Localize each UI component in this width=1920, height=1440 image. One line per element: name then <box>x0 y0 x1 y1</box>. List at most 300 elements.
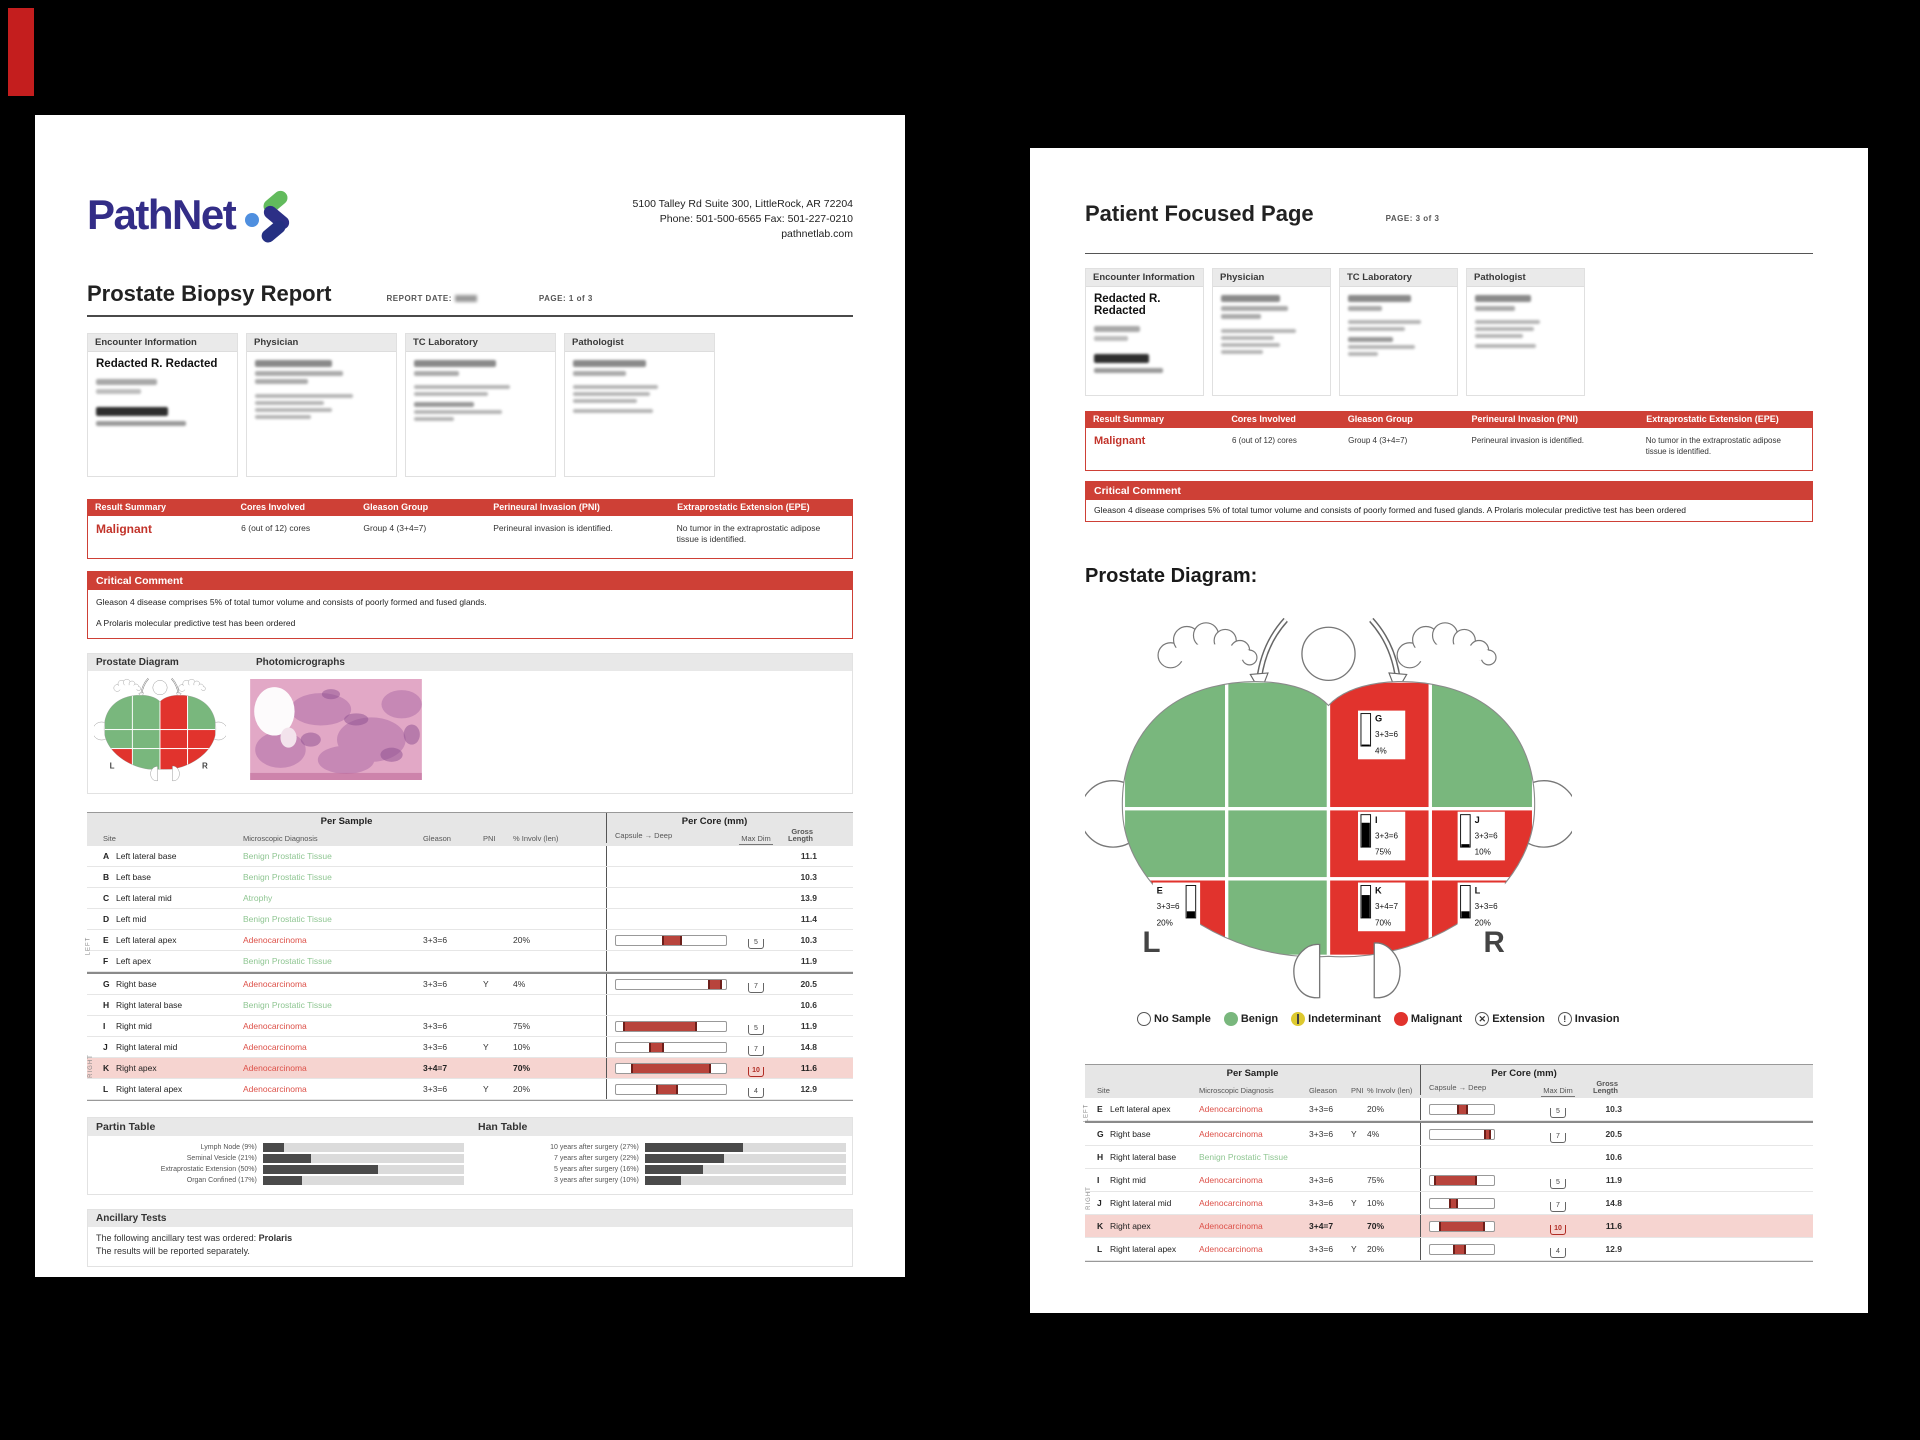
site-cell: L Right lateral apex <box>1097 1244 1177 1255</box>
diagnosis-cell: Benign Prostatic Tissue <box>243 872 332 882</box>
max-dim-label: Max Dim <box>741 834 771 843</box>
risk-bar-track <box>645 1165 846 1174</box>
panel-title: Prostate Diagram <box>96 657 179 668</box>
result-value: No tumor in the extraprostatic adipose tissue is identified. <box>676 523 821 544</box>
redacted-line <box>573 360 646 367</box>
max-dim-cell <box>1540 1171 1576 1189</box>
result-summary-header-cell: Perineural Invasion (PNI) <box>1471 414 1579 424</box>
capsule-deep-bar <box>615 1063 727 1074</box>
capsule-deep-segment <box>1453 1245 1466 1254</box>
column-label <box>1576 1080 1626 1095</box>
patient-name: Redacted R. Redacted <box>96 358 218 370</box>
result-summary-header <box>1085 411 1813 428</box>
diagram-legend <box>1137 1012 1813 1026</box>
involvement-cell: 75% <box>1367 1175 1385 1186</box>
capsule-deep-cell <box>606 951 736 971</box>
site-cell: E Left lateral apex <box>1097 1104 1171 1115</box>
capsule-deep-bar <box>1429 1175 1495 1186</box>
ancillary-title: Ancillary Tests <box>88 1210 852 1227</box>
benign-icon <box>1224 1012 1238 1026</box>
max-dim-cell <box>1540 1240 1576 1258</box>
diagram-sample-label <box>1153 883 1200 932</box>
max-dim-cell <box>736 931 776 949</box>
capsule-deep-bar <box>615 979 727 990</box>
report-date: REPORT DATE: <box>387 294 477 303</box>
info-card-pathologist <box>564 333 715 477</box>
gross-length-cell: 11.6 <box>1605 1221 1622 1232</box>
redacted-line <box>1348 337 1393 342</box>
table-row <box>87 995 853 1016</box>
lab-address <box>633 193 853 243</box>
risk-bar-row <box>94 1154 464 1163</box>
capsule-deep-cell <box>606 888 736 908</box>
critical-comment-body: Gleason 4 disease comprises 5% of total tumor volume and consists of poorly formed and fused glands. A Prolaris molecular predictive test has been ordered <box>1094 505 1687 515</box>
column-label <box>736 834 776 843</box>
info-card-pathologist <box>1466 268 1585 396</box>
result-status: Malignant <box>1094 435 1146 447</box>
info-card-encounter-information <box>1085 268 1204 396</box>
redacted-line <box>414 360 496 367</box>
site-cell: J Right lateral mid <box>1097 1198 1172 1209</box>
svg-text:J: J <box>1474 814 1480 825</box>
risk-bar-fill <box>645 1176 681 1185</box>
pni-cell: Y <box>483 1084 489 1094</box>
capsule-deep-bar <box>615 1084 727 1095</box>
capsule-deep-cell <box>1420 1169 1540 1191</box>
left-marker: L <box>109 761 115 771</box>
redacted-line <box>255 401 324 405</box>
risk-bar-track <box>263 1176 464 1185</box>
title-row <box>1085 201 1813 227</box>
result-summary-table <box>87 499 853 559</box>
column-label: Capsule → Deep <box>606 828 736 843</box>
gross-length-cell: 14.8 <box>800 1042 817 1052</box>
result-summary-header-cell: Extraprostatic Extension (EPE) <box>1646 414 1779 424</box>
prostate-diagram-large <box>1085 611 1813 1002</box>
result-summary-header-cell: Result Summary <box>1093 414 1165 424</box>
redacted-line <box>414 371 459 376</box>
redacted-line <box>96 407 168 416</box>
gross-length-cell: 11.9 <box>800 1021 817 1031</box>
diagnosis-cell: Adenocarcinoma <box>1199 1221 1263 1232</box>
redacted-line <box>414 392 488 396</box>
result-summary-header-cell: Gleason Group <box>1347 414 1413 424</box>
capsule-deep-cell <box>1420 1238 1540 1260</box>
gross-length-cell: 10.3 <box>1605 1104 1622 1115</box>
diagnosis-cell: Adenocarcinoma <box>1199 1104 1263 1115</box>
max-dim-icon: 7 <box>748 1046 764 1056</box>
capsule-deep-segment <box>656 1085 678 1094</box>
risk-bar-label: 10 years after surgery (27%) <box>550 1144 639 1151</box>
risk-bar-track <box>645 1154 846 1163</box>
max-dim-icon: 4 <box>748 1088 764 1098</box>
redacted-line <box>1221 306 1288 311</box>
column-label: Microscopic Diagnosis <box>243 834 318 843</box>
result-value: Group 4 (3+4=7) <box>1348 436 1408 445</box>
partin-title: Partin Table <box>96 1121 156 1133</box>
involvement-cell: 75% <box>513 1021 531 1031</box>
diagram-sample-label <box>1358 812 1405 861</box>
svg-text:3+3=6: 3+3=6 <box>1374 831 1399 841</box>
logo-text: PathNet <box>87 191 236 238</box>
indeterminant-line <box>1297 1014 1299 1024</box>
max-dim-icon: 5 <box>1550 1179 1566 1189</box>
max-dim-icon: 10 <box>748 1067 764 1077</box>
right-marker: R <box>202 761 208 771</box>
redacted-line <box>255 379 308 384</box>
table-row <box>87 909 853 930</box>
partin-chart <box>88 1141 470 1187</box>
svg-text:K: K <box>1374 885 1382 896</box>
gross-length-cell: 10.3 <box>800 872 817 882</box>
redacted-line <box>1094 368 1163 373</box>
table-row <box>1085 1238 1813 1261</box>
site-cell: K Right apex <box>103 1063 157 1073</box>
risk-bar-row <box>94 1176 464 1185</box>
page-title: Patient Focused Page <box>1085 201 1314 226</box>
capsule-deep-bar <box>1429 1129 1495 1140</box>
risk-bar-fill <box>645 1143 743 1152</box>
svg-text:75%: 75% <box>1374 847 1392 857</box>
panel-header <box>88 654 852 671</box>
critical-comment-title: Critical Comment <box>1086 482 1812 500</box>
risk-bar-fill <box>263 1165 379 1174</box>
recording-indicator <box>8 8 34 96</box>
redacted-line <box>1221 343 1280 347</box>
diagnosis-cell: Adenocarcinoma <box>243 1084 307 1094</box>
max-dim-cell <box>736 1080 776 1098</box>
max-dim-icon: 5 <box>1550 1108 1566 1118</box>
risk-bar-fill <box>263 1143 284 1152</box>
max-dim-cell <box>1540 1100 1576 1118</box>
max-dim-icon: 5 <box>748 1025 764 1035</box>
capsule-deep-segment <box>649 1043 664 1052</box>
gross-length-cell: 11.4 <box>800 914 817 924</box>
table-group-header <box>87 813 853 828</box>
column-label <box>1540 1086 1576 1095</box>
per-sample-header: Per Sample <box>320 816 373 827</box>
diagram-cell <box>160 730 188 749</box>
gross-length-cell: 11.1 <box>800 851 817 861</box>
site-cell: G Right base <box>103 979 157 989</box>
info-card-body <box>247 352 396 476</box>
indeterminant-icon <box>1291 1012 1305 1026</box>
redacted-line <box>1348 295 1411 302</box>
gross-length-cell: 10.6 <box>800 1000 817 1010</box>
site-cell: G Right base <box>1097 1129 1151 1140</box>
result-value: 6 (out of 12) cores <box>241 523 311 533</box>
column-label: Gleason <box>1309 1086 1337 1096</box>
result-summary-values <box>1085 428 1813 471</box>
risk-bar-row <box>94 1143 464 1152</box>
svg-text:70%: 70% <box>1374 918 1392 928</box>
gross-length-label: Gross Length <box>1593 1079 1618 1096</box>
diagnosis-cell: Adenocarcinoma <box>243 979 307 989</box>
no-sample-icon <box>1137 1012 1151 1026</box>
han-chart <box>470 1141 852 1187</box>
svg-text:3+3=6: 3+3=6 <box>1374 730 1399 740</box>
info-card-title: Encounter Information <box>1086 269 1203 287</box>
partin-han-panel <box>87 1117 853 1195</box>
diagram-cell <box>1227 681 1329 809</box>
ancillary-line: The results will be reported separately. <box>96 1246 250 1256</box>
site-cell: H Right lateral base <box>103 1000 183 1010</box>
table-row <box>87 867 853 888</box>
site-cell: H Right lateral base <box>1097 1152 1177 1163</box>
involvement-cell: 70% <box>1367 1221 1385 1232</box>
risk-bar-track <box>645 1143 846 1152</box>
info-cards-row <box>1085 268 1585 396</box>
capsule-deep-segment <box>631 1064 710 1073</box>
result-summary-header <box>87 499 853 516</box>
svg-text:20%: 20% <box>1474 918 1491 928</box>
per-core-header: Per Core (mm) <box>606 813 822 828</box>
risk-bar-fill <box>645 1165 703 1174</box>
diagram-sample-label <box>1458 812 1505 861</box>
redacted-line <box>255 371 343 376</box>
gross-length-cell: 10.3 <box>800 935 817 945</box>
involvement-cell: 70% <box>513 1063 531 1073</box>
diagnosis-cell: Benign Prostatic Tissue <box>243 1000 332 1010</box>
report-page-3 <box>1030 148 1868 1313</box>
right-marker: R <box>1483 925 1505 959</box>
table-row <box>87 1016 853 1037</box>
redacted-line <box>414 417 454 421</box>
redacted-line <box>96 421 186 426</box>
involvement-cell: 4% <box>1367 1129 1380 1140</box>
diagnosis-cell: Atrophy <box>243 893 273 903</box>
redacted-line <box>1094 326 1140 332</box>
urethra-circle <box>153 680 167 694</box>
info-card-body <box>565 352 714 476</box>
svg-text:3+4=7: 3+4=7 <box>1374 902 1399 912</box>
per-sample-table <box>87 812 853 1101</box>
capsule-deep-cell <box>1420 1215 1540 1237</box>
redacted-line <box>96 389 141 394</box>
photomicrograph-image <box>250 679 422 780</box>
site-cell: B Left base <box>103 872 151 882</box>
comment-line: Gleason 4 disease comprises 5% of total tumor volume and consists of poorly formed and fused glands. <box>96 597 487 607</box>
capsule-deep-cell <box>606 930 736 950</box>
max-dim-icon: 5 <box>748 939 764 949</box>
risk-bar-fill <box>263 1154 312 1163</box>
redacted-line <box>1348 345 1415 349</box>
capsule-deep-cell <box>606 1058 736 1078</box>
diagnosis-cell: Benign Prostatic Tissue <box>1199 1152 1288 1163</box>
diagram-cell <box>1227 809 1329 879</box>
gleason-cell: 3+3=6 <box>423 1021 448 1031</box>
redacted-line <box>1221 295 1280 302</box>
site-cell: A Left lateral base <box>103 851 177 861</box>
redacted-line <box>1094 336 1128 341</box>
legend-label: Indeterminant <box>1308 1013 1381 1026</box>
redacted-line <box>255 408 332 412</box>
gleason-cell: 3+3=6 <box>423 1042 448 1052</box>
pni-cell: Y <box>1351 1198 1357 1209</box>
critical-comment <box>87 571 853 639</box>
gross-length-label: Gross Length <box>788 827 813 843</box>
panel-body <box>88 671 852 793</box>
involvement-cell: 20% <box>1367 1244 1385 1255</box>
page-number: PAGE: 3 of 3 <box>1385 214 1440 223</box>
diagram-cell <box>104 749 132 770</box>
legend-item-invasion <box>1558 1012 1620 1026</box>
table-row <box>1085 1169 1813 1192</box>
info-card-tc-laboratory <box>1339 268 1458 396</box>
svg-text:3+3=6: 3+3=6 <box>1156 902 1180 912</box>
right-group-label: RIGHT <box>1085 1186 1092 1210</box>
svg-text:L: L <box>1474 885 1481 896</box>
redacted-line <box>1348 306 1382 311</box>
risk-bar-fill <box>645 1154 725 1163</box>
capsule-deep-cell <box>606 995 736 1015</box>
table-row <box>87 888 853 909</box>
per-sample-table-container <box>1085 1064 1813 1262</box>
diagram-cell <box>132 695 160 730</box>
diagram-cell <box>188 749 216 770</box>
gross-length-cell: 14.8 <box>1605 1198 1622 1209</box>
redacted-line <box>573 399 637 403</box>
risk-bar-row <box>476 1165 846 1174</box>
involvement-cell: 20% <box>1367 1104 1385 1115</box>
gross-length-cell: 10.6 <box>1605 1152 1622 1163</box>
diagram-cell <box>132 730 160 749</box>
per-core-header: Per Core (mm) <box>1420 1065 1627 1080</box>
duct-shape <box>172 766 179 781</box>
redacted-line <box>1221 329 1296 333</box>
result-summary-table <box>1085 411 1813 471</box>
site-cell: F Left apex <box>103 956 151 966</box>
capsule-deep-segment <box>1449 1199 1458 1208</box>
max-dim-cell <box>1540 1125 1576 1143</box>
risk-bar-label: 3 years after surgery (10%) <box>553 1177 639 1184</box>
redacted-line <box>1475 295 1531 302</box>
page-header <box>87 115 853 243</box>
redacted-line <box>1094 354 1149 363</box>
redacted-line <box>255 360 332 367</box>
logo-dot-shape <box>245 213 259 227</box>
per-sample-table-container <box>87 812 853 1101</box>
risk-bar-label: Extraprostatic Extension (50%) <box>160 1166 257 1173</box>
gross-length-cell: 13.9 <box>800 893 817 903</box>
svg-text:3+3=6: 3+3=6 <box>1474 902 1498 912</box>
ancillary-test-name: Prolaris <box>258 1233 293 1243</box>
result-value: Perineural invasion is identified. <box>1471 436 1585 445</box>
redacted-line <box>414 385 510 389</box>
gleason-cell: 3+4=7 <box>1309 1221 1334 1232</box>
site-cell: D Left mid <box>103 914 147 924</box>
capsule-deep-segment <box>1439 1222 1485 1231</box>
table-row <box>1085 1098 1813 1121</box>
gross-length-cell: 11.9 <box>800 956 817 966</box>
pni-cell: Y <box>483 1042 489 1052</box>
table-row <box>87 930 853 951</box>
max-dim-cell <box>1540 1194 1576 1212</box>
legend-label: No Sample <box>1154 1013 1211 1026</box>
column-label: Gleason <box>423 834 451 843</box>
diagram-sample-label <box>1358 711 1405 760</box>
info-card-tc-laboratory <box>405 333 556 477</box>
malignant-icon <box>1394 1012 1408 1026</box>
page-number: PAGE: 1 of 3 <box>538 294 593 303</box>
capsule-deep-segment <box>662 936 682 945</box>
redacted-line <box>573 371 626 376</box>
critical-comment-title: Critical Comment <box>88 572 852 590</box>
ancillary-line: The following ancillary test was ordered: Prolaris <box>96 1233 293 1243</box>
site-cell: L Right lateral apex <box>103 1084 183 1094</box>
svg-text:I: I <box>1374 814 1378 825</box>
max-dim-cell <box>736 1059 776 1077</box>
panel-title: Photomicrographs <box>256 657 345 668</box>
involvement-cell: 10% <box>1367 1198 1385 1209</box>
pni-cell: Y <box>1351 1129 1357 1140</box>
site-cell: I Right mid <box>103 1021 152 1031</box>
table-row <box>87 846 853 867</box>
redacted-line <box>1221 314 1261 319</box>
capsule-deep-bar <box>615 935 727 946</box>
title-row <box>87 281 853 307</box>
diagnosis-cell: Benign Prostatic Tissue <box>243 851 332 861</box>
result-summary-values <box>87 516 853 559</box>
result-summary-header-cell: Cores Involved <box>240 502 306 512</box>
table-row <box>1085 1192 1813 1215</box>
max-dim-icon: 7 <box>1550 1202 1566 1212</box>
critical-comment <box>1085 481 1813 522</box>
gleason-cell: 3+4=7 <box>423 1063 448 1073</box>
diagnosis-cell: Adenocarcinoma <box>1199 1198 1263 1209</box>
prostate-diagram-svg <box>94 676 226 782</box>
diagram-cell <box>1430 681 1533 809</box>
legend-item-no-sample <box>1137 1012 1211 1026</box>
redacted-line <box>96 379 157 385</box>
capsule-deep-cell <box>1420 1146 1540 1168</box>
capsule-deep-cell <box>606 909 736 929</box>
risk-bar-label: 5 years after surgery (16%) <box>553 1166 639 1173</box>
gross-length-cell: 12.9 <box>1605 1244 1622 1255</box>
svg-text:20%: 20% <box>1156 918 1173 928</box>
pathnet-logo-icon <box>245 193 291 243</box>
left-group-label: LEFT <box>85 936 92 956</box>
risk-bar-label: Lymph Node (9%) <box>200 1144 257 1151</box>
table-row <box>1085 1121 1813 1146</box>
result-value: Perineural invasion is identified. <box>493 523 613 533</box>
pathnet-logo <box>87 193 291 243</box>
invasion-icon: ! <box>1558 1012 1572 1026</box>
right-group-label: RIGHT <box>87 1054 94 1078</box>
risk-bar-label: Organ Confined (17%) <box>186 1177 257 1184</box>
svg-text:10%: 10% <box>1474 847 1491 857</box>
legend-label: Extension <box>1492 1013 1545 1026</box>
gross-length-cell: 20.5 <box>1605 1129 1622 1140</box>
redacted-line <box>1348 327 1405 331</box>
redacted-line <box>1475 327 1534 331</box>
gross-length-cell: 11.6 <box>800 1063 817 1073</box>
info-card-title: Pathologist <box>565 334 714 352</box>
prostate-diagram-heading: Prostate Diagram: <box>1085 565 1258 587</box>
redacted-line <box>255 415 311 419</box>
logo-arrow-shape <box>259 218 288 245</box>
svg-text:E: E <box>1156 885 1163 896</box>
table-group-header <box>1085 1065 1813 1080</box>
risk-bar-row <box>476 1154 846 1163</box>
info-cards-row <box>87 333 715 477</box>
legend-item-indeterminant <box>1291 1012 1381 1026</box>
table-column-header <box>1085 1080 1813 1098</box>
capsule-deep-segment <box>1434 1176 1478 1185</box>
diagnosis-cell: Adenocarcinoma <box>1199 1129 1263 1140</box>
diagnosis-cell: Benign Prostatic Tissue <box>243 956 332 966</box>
involvement-cell: 4% <box>513 979 526 989</box>
